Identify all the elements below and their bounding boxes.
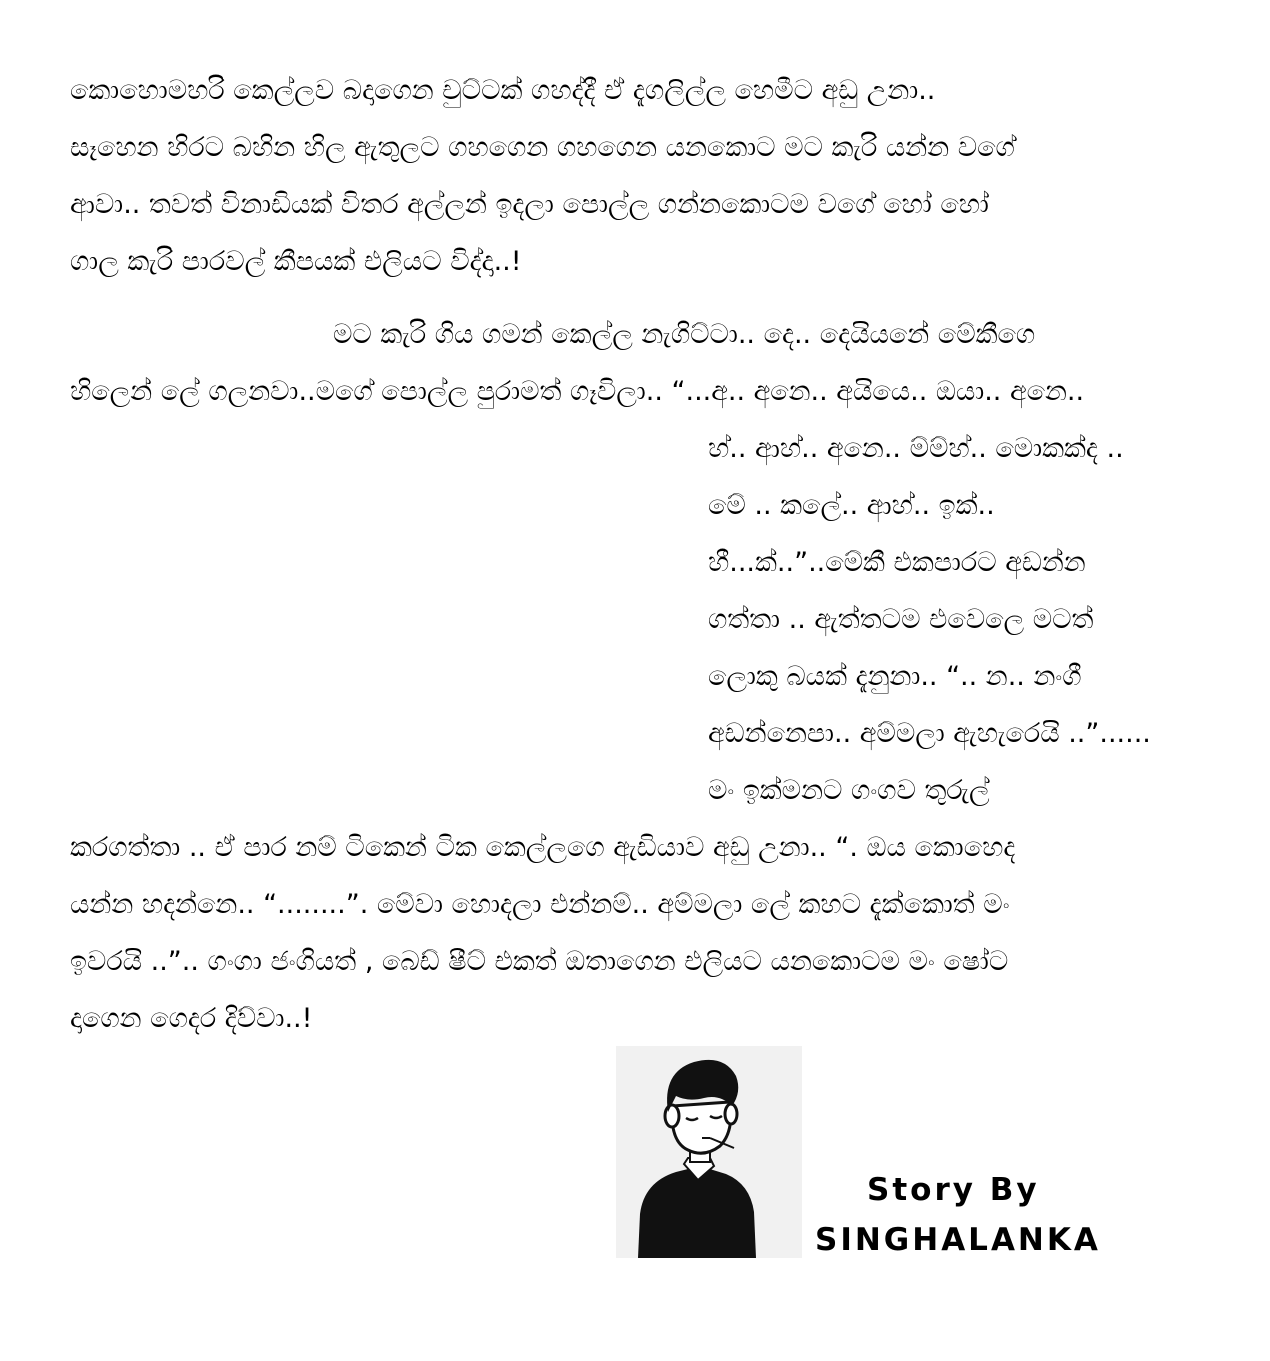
right-column-line-3: හී...ක්..”..මේකී එකපාරට අඩන්න	[708, 547, 1086, 578]
right-column-line-1: හ්.. ආහ්.. අනෙ.. ම්ම්හ්.. මොකක්ද ..	[708, 433, 1124, 464]
paragraph1-line-2: සෑහෙන හිරට බහින හිල ඇතුලට ගහගෙන ගහගෙන යනකොට මට කැරි යන්න වගේ	[70, 132, 1015, 163]
boy-drawing-icon	[616, 1046, 802, 1258]
paragraph3-line-4: දාගෙන ගෙදර දිව්වා..!	[70, 1003, 313, 1034]
paragraph2-line-2: හිලෙන් ලේ ගලනවා..මගේ පොල්ල පුරාමත් ගෑවිලා.. “...අ.. අනෙ.. අයියෙ.. ඔයා.. අනෙ..	[70, 376, 1085, 407]
boy-illustration	[616, 1046, 802, 1258]
credit-line-2: SINGHALANKA	[815, 1222, 1101, 1258]
paragraph3-line-1: කරගත්තා .. ඒ පාර නම් ටිකෙන් ටික කෙල්ලගෙ ඇඩියාව අඩු උනා.. “. ඔය කොහෙද	[70, 832, 1016, 863]
right-column-line-7: මං ඉක්මනට ගංගව තුරුල්	[708, 775, 990, 806]
paragraph2-indented-line: මට කැරි ගිය ගමන් කෙල්ල නැගිට්ටා.. දෙ.. දෙයියනේ මේකීගෙ	[333, 319, 1036, 350]
right-column-line-6: අඩන්නෙපා.. අම්මලා ඇහැරෙයි ..”......	[708, 718, 1151, 749]
paragraph3-line-3: ඉවරයි ..”.. ගංගා ජංගියත් , බෙඩ් ෂීට් එකත් ඔතාගෙන එලියට යනකොටම මං ෂෝට	[70, 946, 1009, 977]
paragraph1-line-3: ආවා.. තවත් විනාඩියක් විතර අල්ලන් ඉදලා පොල්ල ගන්නකොටම වගේ හෝ හෝ	[70, 189, 989, 220]
right-column-line-4: ගත්තා .. ඇත්තටම එවෙලෙ මටත්	[708, 604, 1094, 635]
right-column-line-2: මේ .. කලේ.. ආහ්.. ඉක්..	[708, 490, 995, 521]
paragraph1-line-1: කොහොමහරි කෙල්ලව බදාගෙන චුට්ටක් ගහද්දී ඒ දැගලිල්ල හෙමීට අඩු උනා..	[70, 75, 936, 106]
paragraph1-line-4: ගාල කැරි පාරවල් කීපයක් එලියට විද්දා..!	[70, 246, 522, 277]
credit-line-1: Story By	[867, 1172, 1040, 1208]
paragraph3-line-2: යන්න හදන්නෙ.. “........”. මේවා හොදලා එන්නම්.. අම්මලා ලේ කහට දැක්කොත් මං	[70, 889, 1010, 920]
right-column-line-5: ලොකු බයක් දැනුනා.. “.. න.. නංගී	[708, 661, 1082, 692]
